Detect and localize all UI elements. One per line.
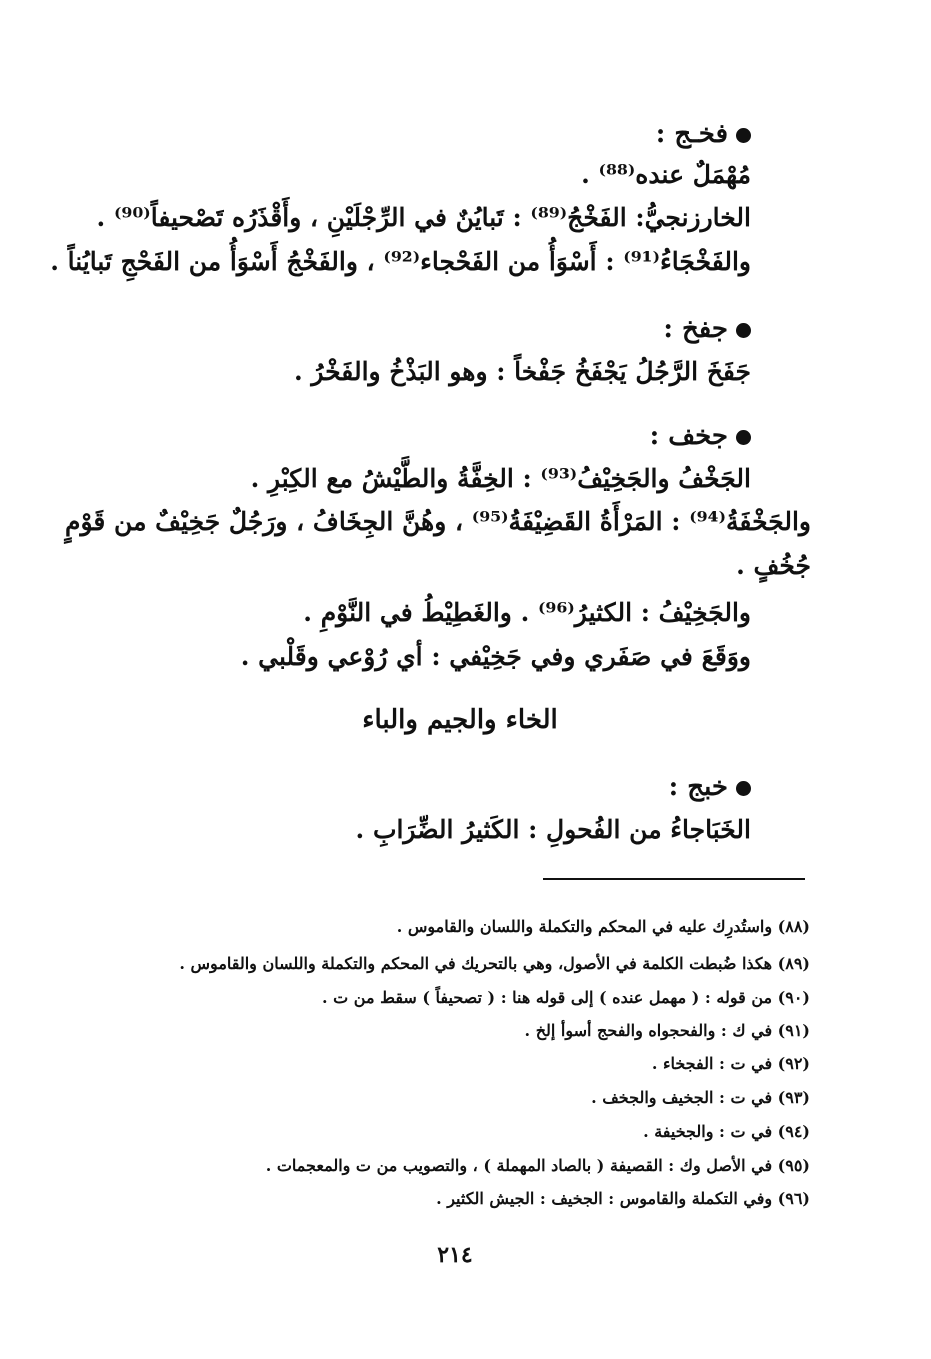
entry-line: جَفَخَ الرَّجُلُ يَجْفَخُ جَفْخاً : وهو البَذْخُ والفَخْرُ . (293, 357, 751, 386)
entry-heading-text: خبج : (668, 772, 728, 802)
entry-line: جُخُفٍ . (736, 551, 811, 580)
entry-heading-jafkh (663, 312, 751, 346)
entry-line: ووَقَعَ في صَفَري وفي جَخِيْفي : أي رُوْعي وقَلْبي . (240, 642, 751, 671)
footnote: (٩١) في ك : والفحجواه والفحج أسوأ إلخ . (524, 1021, 810, 1040)
footnote: (٩٦) وفي التكملة والقاموس : الجخيف : الجيش الكثير . (436, 1189, 810, 1208)
entry-heading-fakhj (656, 117, 751, 151)
entry-heading-khabj (669, 770, 751, 804)
entry-line: مُهْمَلٌ عنده⁽⁸⁸⁾ . (581, 160, 751, 189)
entry-line: والجَخِيْفُ : الكثيرُ⁽⁹⁶⁾ . والغَطِيْطُ في النَّوْمِ . (303, 598, 751, 627)
entry-heading-jakhf (650, 419, 751, 453)
entry-line: الخارزنجيُّ: الفَخْجُ⁽⁸⁹⁾ : تَبايُنٌ في الرِّجْلَيْنِ ، وأَقْذَرُه تَصْحيفاً⁽⁹⁰⁾ . (96, 203, 751, 232)
footnote: (٩٣) في ت : الجخيف والجخف . (591, 1088, 810, 1107)
entry-line: والجَخْفَةُ⁽⁹⁴⁾ : المَرْأَةُ القَضِيْفَةُ⁽⁹⁵⁾ ، وهُنَّ الجِخَافُ ، ورَجُلٌ جَخِيْفٌ من قَوْمٍ (65, 507, 811, 536)
footnote: (٩٠) من قوله : ( مهمل عنده ) إلى قوله هنا : ( تصحيفاً ) سقط من ت . (322, 988, 810, 1007)
bullet-icon (736, 781, 751, 796)
entry-heading-text: فخـج : (655, 119, 728, 149)
entry-heading-text: جفخ : (663, 314, 728, 344)
entry-line: الخَبَاجاءُ من الفُحولِ : الكَثيرُ الضِّرَابِ . (355, 815, 751, 844)
footnote: (٨٩) هكذا ضُبطت الكلمة في الأصول، وهي بالتحريك في المحكم والتكملة واللسان والقاموس . (179, 954, 810, 973)
footnote-separator (543, 878, 805, 880)
footnote: (٩٥) في الأصل وك : القصيفة ( بالصاد المهملة ) ، والتصويب من ت والمعجمات . (265, 1156, 810, 1175)
bullet-icon (736, 430, 751, 445)
entry-heading-text: جخف : (649, 421, 728, 451)
entry-line: الجَخْفُ والجَخِيْفُ⁽⁹³⁾ : الخِفَّةُ والطَّيْشُ مع الكِبْرِ . (250, 464, 751, 493)
section-title: الخاء والجيم والباء (362, 705, 558, 735)
footnote: (٨٨) واستُدرِك عليه في المحكم والتكملة واللسان والقاموس . (396, 917, 810, 936)
bullet-icon (736, 128, 751, 143)
bullet-icon (736, 323, 751, 338)
entry-line: والفَخْجَاءُ⁽⁹¹⁾ : أَسْوَأُ من الفَحْجاء⁽⁹²⁾ ، والفَخْجُ أَسْوَأُ من الفَحْجِ تَبايُناً . (50, 247, 751, 276)
footnote: (٩٤) في ت : والجخيفة . (643, 1122, 810, 1141)
footnote: (٩٢) في ت : الفجخاء . (651, 1054, 810, 1073)
page-number: ٢١٤ (437, 1242, 473, 1268)
